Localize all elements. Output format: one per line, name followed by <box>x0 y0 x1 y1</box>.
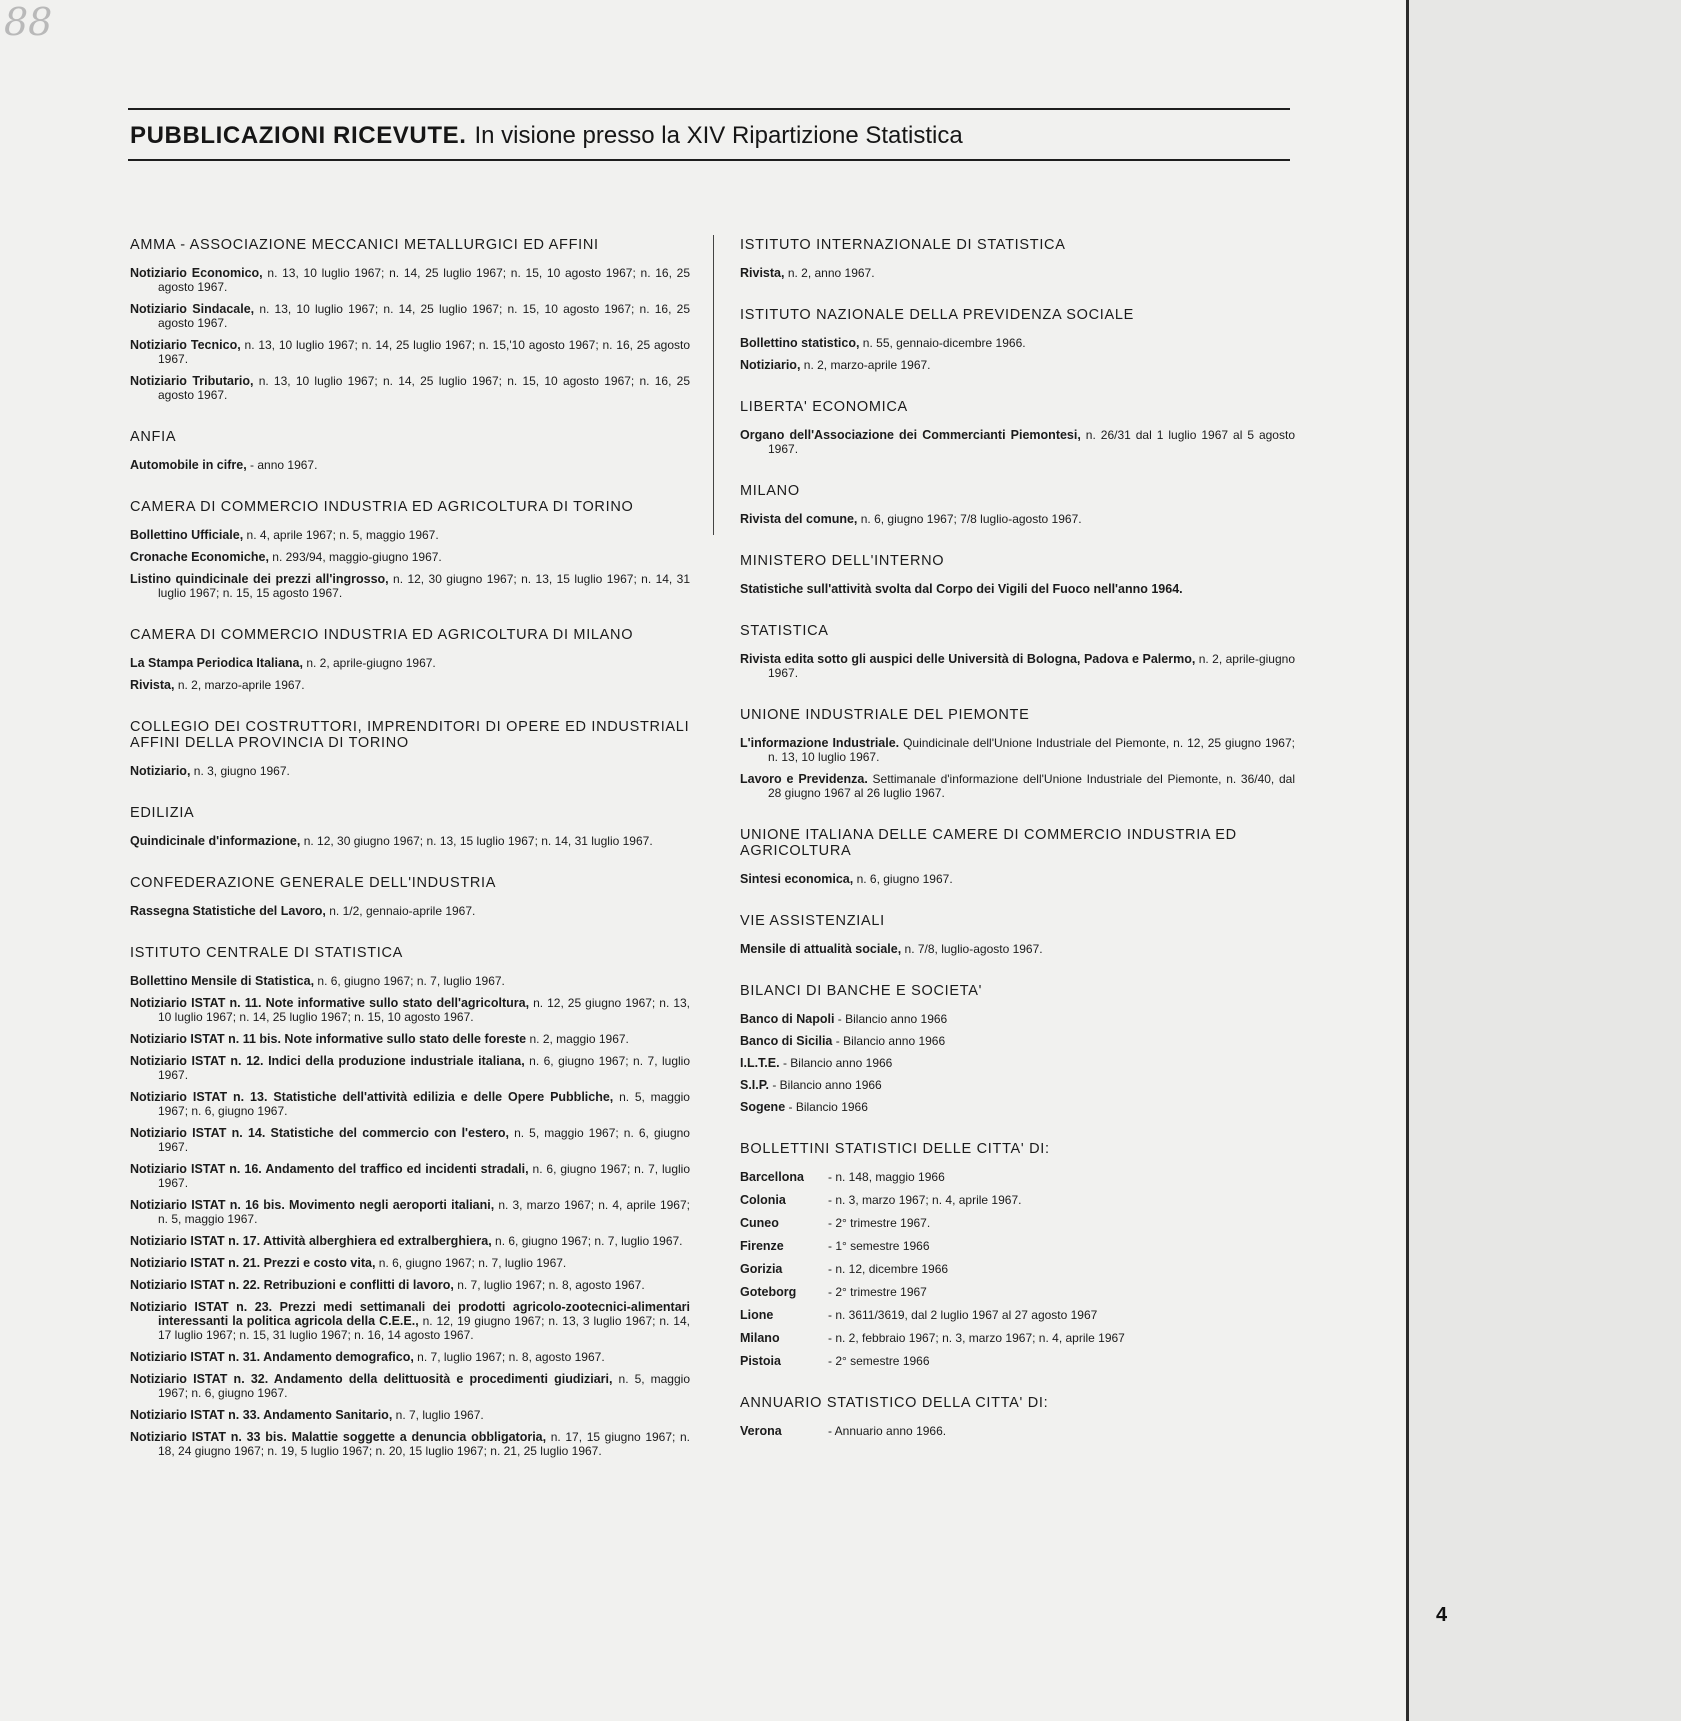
publication-entry <box>130 528 690 542</box>
publisher-section <box>740 483 1295 526</box>
publication-entry <box>740 1034 1295 1048</box>
publication-entry <box>740 512 1295 526</box>
publication-name: Notiziario, <box>130 764 191 778</box>
publication-issues: n. 5, maggio 1967; n. 6, giugno 1967. <box>158 1090 690 1118</box>
publication-entry <box>740 736 1295 764</box>
publication-issues: n. 26/31 dal 1 luglio 1967 al 5 agosto 1967. <box>768 428 1295 456</box>
publication-name: Notiziario ISTAT n. 21. Prezzi e costo vita, <box>130 1256 376 1270</box>
publication-name: La Stampa Periodica Italiana, <box>130 656 303 670</box>
publication-entry <box>130 1198 690 1226</box>
publication-entry <box>740 1012 1295 1026</box>
publication-name: Notiziario Tributario, <box>130 374 254 388</box>
publication-issues: n. 2, maggio 1967. <box>529 1032 629 1046</box>
publication-issues: n. 6, giugno 1967; n. 7, luglio 1967. <box>158 1162 690 1190</box>
publication-issues: n. 6, giugno 1967; n. 7, luglio 1967. <box>378 1256 567 1270</box>
publication-issues: n. 6, giugno 1967; n. 7, luglio 1967. <box>158 1054 691 1082</box>
publication-entry <box>740 336 1295 350</box>
city-name: Goteborg <box>740 1285 797 1299</box>
city-row <box>740 1262 1295 1276</box>
publication-name: Notiziario ISTAT n. 33. Andamento Sanitario, <box>130 1408 393 1422</box>
publication-name: Notiziario Economico, <box>130 266 263 280</box>
publication-name: Sogene <box>740 1100 786 1114</box>
city-row <box>740 1239 1295 1253</box>
publication-issues: - Bilancio anno 1966 <box>772 1078 882 1092</box>
publication-issues: n. 6, giugno 1967; 7/8 luglio-agosto 1967. <box>860 512 1082 526</box>
publication-entry <box>130 656 690 670</box>
publication-name: Notiziario ISTAT n. 16 bis. Movimento negli aeroporti italiani, <box>130 1198 495 1212</box>
publication-issues: n. 13, 10 luglio 1967; n. 14, 25 luglio 1967; n. 15,'10 agosto 1967; n. 16, 25 agosto 1967. <box>158 338 690 366</box>
publication-issues: n. 13, 10 luglio 1967; n. 14, 25 luglio 1967; n. 15, 10 agosto 1967; n. 16, 25 agosto 1967. <box>158 266 690 294</box>
city-name: Gorizia <box>740 1262 783 1276</box>
publication-issues: - Bilancio 1966 <box>788 1100 868 1114</box>
publication-issues: n. 12, 30 giugno 1967; n. 13, 15 luglio 1967; n. 14, 31 luglio 1967. <box>303 834 653 848</box>
publisher-title: UNIONE ITALIANA DELLE CAMERE DI COMMERCIO INDUSTRIA ED AGRICOLTURA <box>740 827 1237 859</box>
publication-entry <box>130 1032 690 1046</box>
city-row <box>740 1424 1295 1438</box>
page-binding-line <box>1406 0 1409 1721</box>
publication-entry <box>740 772 1295 800</box>
city-name: Milano <box>740 1331 780 1345</box>
publisher-title: ISTITUTO NAZIONALE DELLA PREVIDENZA SOCIALE <box>740 307 1135 323</box>
publisher-section <box>740 983 1295 1114</box>
city-name: Colonia <box>740 1193 786 1207</box>
publication-name: Cronache Economiche, <box>130 550 269 564</box>
city-name: Cuneo <box>740 1216 779 1230</box>
city-name: Firenze <box>740 1239 784 1253</box>
publisher-title: LIBERTA' ECONOMICA <box>740 399 908 415</box>
publication-name: Notiziario, <box>740 358 801 372</box>
city-issues: - 2° trimestre 1967 <box>828 1285 927 1299</box>
publication-name: Notiziario Tecnico, <box>130 338 241 352</box>
publication-entry <box>740 582 1295 596</box>
publication-issues: n. 7, luglio 1967. <box>395 1408 484 1422</box>
publication-name: Statistiche sull'attività svolta dal Corpo dei Vigili del Fuoco nell'anno 1964. <box>740 582 1183 596</box>
publisher-section <box>130 875 690 918</box>
publication-name: Listino quindicinale dei prezzi all'ingrosso, <box>130 572 389 586</box>
right-column <box>740 237 1295 1465</box>
publication-issues: Quindicinale dell'Unione Industriale del Piemonte, n. 12, 25 giugno 1967; n. 13, 10 luglio 1967. <box>768 736 1295 764</box>
publication-entry <box>130 1234 690 1248</box>
publication-name: Notiziario ISTAT n. 17. Attività alberghiera ed extralberghiera, <box>130 1234 492 1248</box>
publication-entry <box>130 1408 690 1422</box>
publication-issues: n. 3, marzo 1967; n. 4, aprile 1967; n. 5, maggio 1967. <box>158 1198 690 1226</box>
publication-name: Organo dell'Associazione dei Commercianti Piemontesi, <box>740 428 1081 442</box>
publication-entry <box>130 1090 690 1118</box>
publication-issues: - Bilancio anno 1966 <box>782 1056 893 1070</box>
publication-name: L'informazione Industriale. <box>740 736 900 750</box>
publisher-title: COLLEGIO DEI COSTRUTTORI, IMPRENDITORI DI OPERE ED INDUSTRIALI AFFINI DELLA PROVINCIA DI TORINO <box>130 719 690 751</box>
publisher-section <box>740 1395 1295 1438</box>
publisher-section <box>740 399 1295 456</box>
city-issues: - Annuario anno 1966. <box>828 1424 947 1438</box>
publication-entry <box>130 1300 690 1342</box>
publication-issues: n. 2, aprile-giugno 1967. <box>768 652 1295 680</box>
publisher-title: EDILIZIA <box>130 805 195 821</box>
publisher-title: STATISTICA <box>740 623 829 639</box>
page-title-bold: PUBBLICAZIONI RICEVUTE. <box>130 122 467 149</box>
publisher-title: ANFIA <box>130 429 177 445</box>
publication-entry <box>130 550 690 564</box>
publication-name: Rivista, <box>130 678 175 692</box>
city-name: Lione <box>740 1308 774 1322</box>
publication-name: Automobile in cifre, <box>130 458 247 472</box>
publication-entry <box>130 1162 690 1190</box>
publication-entry <box>740 358 1295 372</box>
publication-entry <box>740 428 1295 456</box>
publication-issues: n. 13, 10 luglio 1967; n. 14, 25 luglio 1967; n. 15, 10 agosto 1967; n. 16, 25 agosto 1967. <box>158 374 690 402</box>
publication-entry <box>130 1430 690 1458</box>
publication-name: Banco di Napoli <box>740 1012 835 1026</box>
publication-entry <box>130 1372 690 1400</box>
publisher-title: ISTITUTO CENTRALE DI STATISTICA <box>130 945 404 961</box>
publication-entry <box>130 302 690 330</box>
publication-entry <box>130 996 690 1024</box>
publication-issues: - Bilancio anno 1966 <box>837 1012 948 1026</box>
publisher-title: MINISTERO DELL'INTERNO <box>740 553 945 569</box>
publisher-section <box>130 719 690 778</box>
city-row <box>740 1354 1295 1368</box>
city-issues: - 1° semestre 1966 <box>828 1239 930 1253</box>
publication-entry <box>130 1278 690 1292</box>
publisher-section <box>130 237 690 402</box>
publication-entry <box>740 872 1295 886</box>
publication-name: Notiziario ISTAT n. 23. Prezzi medi settimanali dei prodotti agricolo-zootecnici-alimentari interessanti la politica agricola della C.E.E., <box>130 1300 690 1328</box>
page-title <box>130 122 1280 150</box>
publication-name: Notiziario ISTAT n. 33 bis. Malattie soggette a denuncia obbligatoria, <box>130 1430 547 1444</box>
publication-name: Notiziario ISTAT n. 12. Indici della produzione industriale italiana, <box>130 1054 525 1068</box>
publisher-section <box>740 623 1295 680</box>
publisher-section <box>130 805 690 848</box>
publication-issues: n. 13, 10 luglio 1967; n. 14, 25 luglio 1967; n. 15, 10 agosto 1967; n. 16, 25 agosto 1967. <box>158 302 690 330</box>
publication-entry <box>130 834 690 848</box>
publication-entry <box>130 338 690 366</box>
publication-issues: n. 6, giugno 1967. <box>856 872 953 886</box>
publication-entry <box>130 266 690 294</box>
publication-entry <box>130 678 690 692</box>
city-row <box>740 1170 1295 1184</box>
publication-name: Notiziario ISTAT n. 31. Andamento demografico, <box>130 1350 414 1364</box>
publication-name: Notiziario ISTAT n. 22. Retribuzioni e conflitti di lavoro, <box>130 1278 454 1292</box>
publication-issues: n. 5, maggio 1967; n. 6, giugno 1967. <box>158 1372 690 1400</box>
publisher-section <box>740 913 1295 956</box>
publisher-title: UNIONE INDUSTRIALE DEL PIEMONTE <box>740 707 1030 723</box>
publication-entry <box>130 1126 690 1154</box>
publication-name: Notiziario Sindacale, <box>130 302 255 316</box>
publication-name: Quindicinale d'informazione, <box>130 834 301 848</box>
publisher-section <box>130 429 690 472</box>
publication-issues: n. 1/2, gennaio-aprile 1967. <box>329 904 476 918</box>
publication-entry <box>130 904 690 918</box>
publication-name: Notiziario ISTAT n. 16. Andamento del traffico ed incidenti stradali, <box>130 1162 529 1176</box>
publication-name: Bollettino statistico, <box>740 336 860 350</box>
publication-entry <box>130 1350 690 1364</box>
city-row <box>740 1285 1295 1299</box>
publisher-section <box>740 827 1295 886</box>
publisher-section <box>740 307 1295 372</box>
city-issues: - n. 2, febbraio 1967; n. 3, marzo 1967; n. 4, aprile 1967 <box>828 1331 1125 1345</box>
publication-issues: n. 2, marzo-aprile 1967. <box>803 358 931 372</box>
publication-issues: Settimanale d'informazione dell'Unione Industriale del Piemonte, n. 36/40, dal 28 giugno 1967 al 26 luglio 1967. <box>768 772 1295 800</box>
publication-issues: n. 5, maggio 1967; n. 6, giugno 1967. <box>158 1126 690 1154</box>
publication-issues: n. 2, aprile-giugno 1967. <box>306 656 436 670</box>
publication-name: Rassegna Statistiche del Lavoro, <box>130 904 326 918</box>
publication-issues: n. 7, luglio 1967; n. 8, agosto 1967. <box>417 1350 605 1364</box>
publication-entry <box>130 374 690 402</box>
page-number: 4 <box>1436 1604 1448 1626</box>
publication-issues: n. 293/94, maggio-giugno 1967. <box>272 550 442 564</box>
publication-entry <box>130 458 690 472</box>
publication-name: Bollettino Mensile di Statistica, <box>130 974 315 988</box>
publication-entry <box>740 1100 1295 1114</box>
publisher-section <box>740 1141 1295 1368</box>
publication-entry <box>130 974 690 988</box>
publication-entry <box>130 1256 690 1270</box>
publisher-title: MILANO <box>740 483 800 499</box>
publication-entry <box>130 764 690 778</box>
publication-issues: n. 6, giugno 1967; n. 7, luglio 1967. <box>495 1234 683 1248</box>
publication-name: Rivista edita sotto gli auspici delle Università di Bologna, Padova e Palermo, <box>740 652 1196 666</box>
city-issues: - 2° semestre 1966 <box>828 1354 930 1368</box>
column-divider <box>713 235 714 535</box>
handwritten-page-note: 88 <box>4 0 53 44</box>
publisher-title: VIE ASSISTENZIALI <box>740 913 885 929</box>
publication-issues: n. 55, gennaio-dicembre 1966. <box>862 336 1026 350</box>
publication-issues: n. 12, 19 giugno 1967; n. 13, 3 luglio 1967; n. 14, 17 luglio 1967; n. 15, 31 luglio 1967; n. 16, 14 agosto 1967. <box>158 1314 690 1342</box>
publication-issues: n. 6, giugno 1967; n. 7, luglio 1967. <box>317 974 505 988</box>
city-row <box>740 1308 1295 1322</box>
city-name: Barcellona <box>740 1170 804 1184</box>
header-rule-bottom <box>128 159 1290 161</box>
publication-issues: n. 7/8, luglio-agosto 1967. <box>904 942 1043 956</box>
publisher-title: BOLLETTINI STATISTICI DELLE CITTA' DI: <box>740 1141 1050 1157</box>
publisher-title: BILANCI DI BANCHE E SOCIETA' <box>740 983 983 999</box>
publication-entry <box>740 266 1295 280</box>
publication-issues: n. 12, 30 giugno 1967; n. 13, 15 luglio 1967; n. 14, 31 luglio 1967; n. 15, 15 agosto 1967. <box>158 572 690 600</box>
publication-name: Banco di Sicilia <box>740 1034 833 1048</box>
publication-name: Notiziario ISTAT n. 32. Andamento della delittuosità e procedimenti giudiziari, <box>130 1372 613 1386</box>
publication-entry <box>130 1054 690 1082</box>
city-issues: - n. 148, maggio 1966 <box>828 1170 945 1184</box>
adjacent-page-strip <box>1409 0 1681 1721</box>
publication-issues: n. 4, aprile 1967; n. 5, maggio 1967. <box>246 528 439 542</box>
publication-name: Notiziario ISTAT n. 11. Note informative sullo stato dell'agricoltura, <box>130 996 530 1010</box>
city-row <box>740 1216 1295 1230</box>
publication-entry <box>740 652 1295 680</box>
publication-name: Notiziario ISTAT n. 11 bis. Note informative sullo stato delle foreste <box>130 1032 527 1046</box>
publication-name: Lavoro e Previdenza. <box>740 772 868 786</box>
publication-issues: n. 2, anno 1967. <box>787 266 875 280</box>
publication-issues: - anno 1967. <box>250 458 318 472</box>
publisher-section <box>740 707 1295 800</box>
publisher-title: AMMA - ASSOCIAZIONE MECCANICI METALLURGICI ED AFFINI <box>130 237 599 253</box>
city-row <box>740 1193 1295 1207</box>
publisher-title: CAMERA DI COMMERCIO INDUSTRIA ED AGRICOLTURA DI TORINO <box>130 499 634 515</box>
publisher-section <box>130 499 690 600</box>
publication-issues: n. 2, marzo-aprile 1967. <box>177 678 305 692</box>
publication-entry <box>740 942 1295 956</box>
city-issues: - 2° trimestre 1967. <box>828 1216 931 1230</box>
publication-name: Mensile di attualità sociale, <box>740 942 902 956</box>
city-issues: - n. 3611/3619, dal 2 luglio 1967 al 27 agosto 1967 <box>828 1308 1098 1322</box>
publication-name: Notiziario ISTAT n. 14. Statistiche del commercio con l'estero, <box>130 1126 510 1140</box>
city-row <box>740 1331 1295 1345</box>
publication-entry <box>740 1056 1295 1070</box>
publication-issues: - Bilancio anno 1966 <box>835 1034 946 1048</box>
city-name: Pistoia <box>740 1354 781 1368</box>
left-column <box>130 237 690 1485</box>
publication-name: Notiziario ISTAT n. 13. Statistiche dell'attività edilizia e delle Opere Pubbliche, <box>130 1090 614 1104</box>
publication-issues: n. 7, luglio 1967; n. 8, agosto 1967. <box>457 1278 645 1292</box>
publisher-section <box>130 627 690 692</box>
publication-name: Rivista, <box>740 266 785 280</box>
city-issues: - n. 3, marzo 1967; n. 4, aprile 1967. <box>828 1193 1022 1207</box>
publication-entry <box>740 1078 1295 1092</box>
publisher-section <box>740 237 1295 280</box>
publication-name: Rivista del comune, <box>740 512 858 526</box>
publisher-title: ISTITUTO INTERNAZIONALE DI STATISTICA <box>740 237 1066 253</box>
publication-name: S.I.P. <box>740 1078 769 1092</box>
publisher-section <box>740 553 1295 596</box>
publication-entry <box>130 572 690 600</box>
city-issues: - n. 12, dicembre 1966 <box>828 1262 949 1276</box>
publication-issues: n. 3, giugno 1967. <box>193 764 290 778</box>
publisher-title: CAMERA DI COMMERCIO INDUSTRIA ED AGRICOLTURA DI MILANO <box>130 627 634 643</box>
publication-issues: n. 17, 15 giugno 1967; n. 18, 24 giugno 1967; n. 19, 5 luglio 1967; n. 20, 15 luglio 1967; n. 21, 25 luglio 1967. <box>158 1430 691 1458</box>
publisher-section <box>130 945 690 1458</box>
publisher-title: CONFEDERAZIONE GENERALE DELL'INDUSTRIA <box>130 875 497 891</box>
publication-name: I.L.T.E. <box>740 1056 780 1070</box>
city-name: Verona <box>740 1424 782 1438</box>
header-rule-top <box>128 108 1290 110</box>
page-title-subtitle: In visione presso la XIV Ripartizione Statistica <box>474 122 963 149</box>
publication-issues: n. 12, 25 giugno 1967; n. 13, 10 luglio 1967; n. 14, 25 luglio 1967; n. 15, 10 agosto 1967. <box>158 996 690 1024</box>
publication-name: Bollettino Ufficiale, <box>130 528 244 542</box>
publisher-title: ANNUARIO STATISTICO DELLA CITTA' DI: <box>740 1395 1049 1411</box>
publication-name: Sintesi economica, <box>740 872 854 886</box>
